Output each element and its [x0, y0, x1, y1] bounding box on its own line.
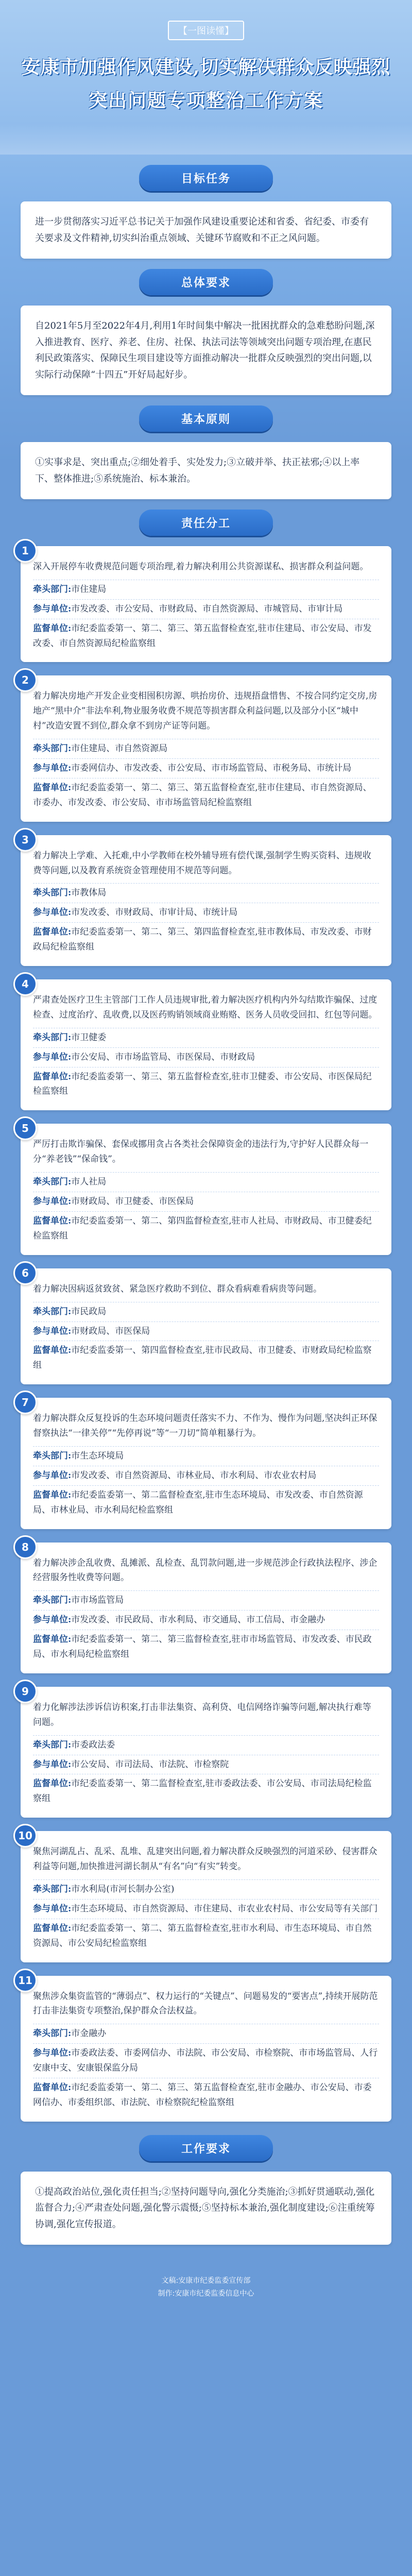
task-number-badge: 10 — [13, 1824, 37, 1848]
task-supervision-label: 监督单位: — [33, 1778, 72, 1789]
task-participants-value: 市发改委、市公安局、市财政局、市自然资源局、市城管局、市审计局 — [71, 603, 343, 614]
task-participants-row — [33, 1755, 379, 1772]
task-supervision-row — [33, 619, 379, 651]
task-lead-label: 牵头部门: — [33, 2028, 72, 2039]
task-description: 着力解决因病返贫致贫、紧急医疗救助不到位、群众看病难看病贵等问题。 — [33, 1283, 322, 1294]
section-goal-title: 目标任务 — [139, 165, 273, 191]
task-supervision-row — [33, 1774, 379, 1806]
task-participants-label: 参与单位: — [33, 1196, 72, 1207]
task-description: 着力化解涉法涉诉信访积案,打击非法集资、高利贷、电信网络诈骗等问题,解决执行难等问题。 — [33, 1702, 371, 1727]
task-card — [21, 1687, 391, 1818]
task-participants-row — [33, 758, 379, 776]
task-number-badge: 7 — [13, 1391, 37, 1414]
task-supervision-value: 市纪委监委第一、第二、第三、第四监督检查室,驻市教体局、市发改委、市财政局纪检监察组 — [33, 927, 372, 953]
task-supervision-value: 市纪委监委第一、第二、第四监督检查室,驻市人社局、市财政局、市卫健委纪检监察组 — [33, 1215, 372, 1241]
task-participants-label: 参与单位: — [33, 603, 72, 614]
header-tag: 【一图读懂】 — [168, 21, 244, 40]
task-supervision-label: 监督单位: — [33, 2082, 72, 2093]
task-description: 着力解决涉企乱收费、乱摊派、乱检查、乱罚款问题,进一步规范涉企行政执法程序、涉企经营服务性收费等问题。 — [33, 1557, 377, 1583]
task-card — [18, 1829, 391, 1962]
task-lead-label: 牵头部门: — [33, 743, 72, 754]
task-supervision-value: 市纪委监委第一、第二、第三监督检查室,驻市市场监管局、市发改委、市民政局、市水利局纪检监察组 — [33, 1634, 372, 1659]
task-lead-value: 市民政局 — [71, 1306, 107, 1317]
task-lead-value: 市金融办 — [71, 2028, 107, 2039]
task-description: 着力解决群众反复投诉的生态环境问题责任落实不力、不作为、慢作为问题,坚决纠正环保督察执法“一律关停”“先停再说”等“一刀切”简单粗暴行为。 — [33, 1413, 377, 1439]
task-supervision-row — [33, 1211, 379, 1244]
task-supervision-row — [33, 922, 379, 955]
task-card — [21, 835, 391, 966]
task-lead-value: 市教体局 — [71, 888, 107, 899]
task-supervision-row — [33, 1341, 379, 1373]
task-supervision-value: 市纪委监委第一、第四监督检查室,驻市民政局、市卫健委、市财政局纪检监察组 — [33, 1345, 372, 1371]
task-participants-row — [33, 1047, 379, 1065]
task-lead-row — [33, 2024, 379, 2041]
task-supervision-row — [33, 1485, 379, 1518]
task-supervision-label: 监督单位: — [33, 1923, 72, 1934]
task-supervision-value: 市纪委监委第一、第二、第三、第五监督检查室,驻市金融办、市公安局、市委网信办、市委组织部、市法院、市检察院纪检监察组 — [33, 2082, 372, 2108]
task-lead-row — [33, 739, 379, 756]
task-supervision-value: 市纪委监委第一、第二、第五监督检查室,驻市水利局、市生态环境局、市自然资源局、市公安局纪检监察组 — [33, 1923, 372, 1948]
task-lead-value: 市人社局 — [71, 1177, 107, 1188]
task-supervision-label: 监督单位: — [33, 1489, 72, 1500]
task-participants-label: 参与单位: — [33, 907, 72, 918]
task-lead-label: 牵头部门: — [33, 1595, 72, 1606]
footer-text-credit: 文稿:安康市纪委监委宣传部 — [161, 2277, 251, 2285]
section-general-heading — [0, 269, 412, 295]
task-participants-label: 参与单位: — [33, 1470, 72, 1481]
task-participants-value: 市财政局、市医保局 — [71, 1326, 150, 1336]
task-description: 聚焦涉众集资监管的“薄弱点”、权力运行的“关键点”、问题易发的“要害点”,持续开展防范打击非法集资专项整治,保护群众合法权益。 — [33, 1991, 378, 2016]
task-participants-value: 市生态环境局、市自然资源局、市住建局、市农业农村局、市公安局等有关部门 — [71, 1903, 378, 1914]
task-lead-row — [33, 1302, 379, 1319]
task-lead-label: 牵头部门: — [33, 584, 72, 595]
task-participants-value: 市公安局、市司法局、市法院、市检察院 — [71, 1759, 229, 1770]
task-lead-value: 市住建局 — [71, 584, 107, 595]
task-supervision-value: 市纪委监委第一、第二、第三、第五监督检查室,驻市住建局、市自然资源局、市委办、市发改委、市公安局、市市场监管局纪检监察组 — [33, 782, 372, 808]
task-participants-row — [33, 1899, 379, 1917]
task-card — [21, 979, 391, 1110]
task-number-badge: 11 — [13, 1969, 37, 1992]
task-supervision-value: 市纪委监委第一、第三、第五监督检查室,驻市卫健委、市公安局、市医保局纪检监察组 — [33, 1071, 372, 1097]
section-requirements-heading — [0, 2135, 412, 2161]
header — [0, 0, 412, 155]
task-lead-row — [33, 580, 379, 597]
task-supervision-label: 监督单位: — [33, 1634, 72, 1645]
task-lead-row — [33, 883, 379, 901]
task-lead-label: 牵头部门: — [33, 1739, 72, 1750]
task-card — [21, 1268, 391, 1384]
task-participants-value: 市委政法委、市委网信办、市法院、市公安局、市检察院、市市场监管局、人行安康中支、安康银保监分局 — [33, 2048, 378, 2074]
task-supervision-row — [33, 1067, 379, 1099]
task-number-badge: 5 — [13, 1116, 37, 1140]
task-number-badge: 4 — [13, 972, 37, 996]
task-supervision-label: 监督单位: — [33, 1215, 72, 1226]
page-title-line2: 突出问题专项整治工作方案 — [88, 90, 323, 111]
task-lead-row — [33, 1172, 379, 1190]
task-supervision-row — [33, 778, 379, 810]
task-lead-value: 市委政法委 — [71, 1739, 115, 1750]
task-supervision-label: 监督单位: — [33, 782, 72, 793]
task-supervision-value: 市纪委监委第一、第二监督检查室,驻市生态环境局、市发改委、市自然资源局、市林业局、市水利局纪检监察组 — [33, 1489, 363, 1515]
task-supervision-row — [33, 1919, 379, 1951]
task-card — [21, 1540, 391, 1673]
task-participants-label: 参与单位: — [33, 2048, 72, 2059]
task-card — [21, 1398, 391, 1529]
task-number-badge: 3 — [13, 828, 37, 852]
task-description: 深入开展停车收费规范问题专项治理,着力解决利用公共资源谋私、损害群众利益问题。 — [33, 562, 369, 572]
task-number-badge: 1 — [13, 539, 37, 563]
task-participants-row — [33, 1321, 379, 1339]
section-requirements-title: 工作要求 — [139, 2135, 273, 2161]
task-description: 聚焦河湖乱占、乱采、乱堆、乱建突出问题,着力解决群众反映强烈的河道采砂、侵害群众利益等问题,加快推进河湖长制从“有名”向“有实”转变。 — [33, 1846, 377, 1872]
task-supervision-label: 监督单位: — [33, 1071, 72, 1082]
task-description: 严肃查处医疗卫生主管部门工作人员违规审批,着力解决医疗机构内外勾结欺诈骗保、过度检查、过度治疗、乱收费,以及医药购销领域商业贿赂、医务人员收受回扣、红包等问题。 — [33, 995, 377, 1020]
task-supervision-row — [33, 2078, 379, 2110]
task-participants-row — [33, 1466, 379, 1483]
task-lead-value: 市住建局、市自然资源局 — [71, 743, 168, 754]
header-decoration — [0, 124, 412, 155]
task-lead-value: 市水利局(市河长制办公室) — [71, 1884, 175, 1894]
task-participants-value: 市财政局、市卫健委、市医保局 — [71, 1196, 194, 1207]
task-participants-row — [33, 1610, 379, 1628]
section-division-heading — [0, 510, 412, 536]
task-participants-value: 市委网信办、市发改委、市公安局、市市场监管局、市税务局、市统计局 — [71, 763, 352, 774]
section-requirements-panel — [21, 2172, 391, 2245]
task-participants-label: 参与单位: — [33, 1052, 72, 1062]
task-card — [21, 546, 391, 662]
task-participants-row — [33, 599, 379, 617]
task-participants-label: 参与单位: — [33, 763, 72, 774]
section-principles-title: 基本原则 — [139, 405, 273, 432]
task-participants-label: 参与单位: — [33, 1903, 72, 1914]
task-card — [21, 1124, 391, 1255]
section-general-title: 总体要求 — [139, 269, 273, 295]
task-lead-row — [33, 1735, 379, 1753]
task-lead-row — [33, 1590, 379, 1608]
task-number-badge: 8 — [13, 1535, 37, 1559]
task-participants-value: 市公安局、市市场监管局、市医保局、市财政局 — [71, 1052, 255, 1062]
section-principles-panel — [21, 442, 391, 499]
task-card — [18, 1974, 391, 2122]
section-requirements-text: ①提高政治站位,强化责任担当;②坚持问题导向,强化分类施治;③抓好贯通联动,强化监督合力;④严肃查处问题,强化警示震慑;⑤坚持标本兼治,强化制度建设;⑥注重统筹协调,强化宣传报道。 — [35, 2186, 375, 2230]
task-lead-label: 牵头部门: — [33, 1032, 72, 1043]
task-participants-label: 参与单位: — [33, 1326, 72, 1336]
task-participants-row — [33, 903, 379, 920]
task-participants-value: 市发改委、市财政局、市审计局、市统计局 — [71, 907, 238, 918]
task-card — [21, 675, 391, 821]
task-participants-label: 参与单位: — [33, 1615, 72, 1625]
task-lead-value: 市卫健委 — [71, 1032, 107, 1043]
task-lead-value: 市生态环境局 — [71, 1450, 124, 1461]
task-lead-row — [33, 1446, 379, 1464]
task-supervision-value: 市纪委监委第一、第二监督检查室,驻市委政法委、市公安局、市司法局纪检监察组 — [33, 1778, 372, 1804]
task-participants-row — [33, 2043, 379, 2076]
section-general-panel — [21, 306, 391, 395]
task-supervision-label: 监督单位: — [33, 1345, 72, 1356]
task-lead-label: 牵头部门: — [33, 1306, 72, 1317]
task-participants-row — [33, 1192, 379, 1209]
task-lead-label: 牵头部门: — [33, 888, 72, 899]
section-general-text: 自2021年5月至2022年4月,利用1年时间集中解决一批困扰群众的急难愁盼问题,深入推进教育、医疗、养老、住房、社保、执法司法等领域突出问题专项治理,在惠民利民政策落实、保障民生项目建设等方面推动解决一批群众反映强烈的突出问题,以实际行动保障“十四五”开好局起好步。 — [35, 320, 375, 380]
task-lead-label: 牵头部门: — [33, 1884, 72, 1894]
task-number-badge: 2 — [13, 668, 37, 692]
section-goal-panel — [21, 201, 391, 259]
section-principles-text: ①实事求是、突出重点;②细处着手、实处发力;③立破并举、扶正祛邪;④以上率下、整体推进;⑤系统施治、标本兼治。 — [35, 457, 360, 484]
task-list — [18, 545, 391, 2122]
task-lead-label: 牵头部门: — [33, 1450, 72, 1461]
section-goal-text: 进一步贯彻落实习近平总书记关于加强作风建设重要论述和省委、省纪委、市委有关要求及文件精神,切实纠治重点领域、关键环节腐败和不正之风问题。 — [35, 216, 369, 244]
task-lead-value: 市市场监管局 — [71, 1595, 124, 1606]
task-description: 着力解决房地产开发企业变相囤积房源、哄抬房价、违规捂盘惜售、不按合同约定交房,房地产“黑中介”非法牟利,物业服务收费不规范等损害群众利益问题,以及部分小区“城中村”改造安置不到位,群众拿不到房产证等问题。 — [33, 691, 377, 732]
task-supervision-row — [33, 1630, 379, 1662]
task-lead-label: 牵头部门: — [33, 1177, 72, 1188]
task-supervision-label: 监督单位: — [33, 623, 72, 634]
task-supervision-label: 监督单位: — [33, 927, 72, 938]
task-number-badge: 6 — [13, 1261, 37, 1285]
task-number-badge: 9 — [13, 1680, 37, 1703]
task-description: 严厉打击欺诈骗保、套保或挪用贪占各类社会保障资金的违法行为,守护好人民群众每一分“养老钱”“保命钱”。 — [33, 1139, 369, 1165]
task-participants-label: 参与单位: — [33, 1759, 72, 1770]
section-goal-heading — [0, 165, 412, 191]
section-principles-heading — [0, 405, 412, 432]
task-lead-row — [33, 1879, 379, 1897]
page-title-line1: 安康市加强作风建设,切实解决群众反映强烈 — [21, 56, 391, 78]
task-participants-value: 市发改委、市自然资源局、市林业局、市水利局、市农业农村局 — [71, 1470, 317, 1481]
footer-make-credit: 制作:安康市纪委监委信息中心 — [158, 2290, 254, 2298]
task-description: 着力解决上学难、入托难,中小学教师在校外辅导班有偿代课,强制学生购买资料、违规收费等问题,以及教育系统资金管理使用不规范等问题。 — [33, 850, 371, 876]
footer — [0, 2265, 412, 2308]
section-division-title: 责任分工 — [139, 510, 273, 536]
task-lead-row — [33, 1028, 379, 1045]
task-supervision-value: 市纪委监委第一、第二、第三、第五监督检查室,驻市住建局、市公安局、市发改委、市自然资源局纪检监察组 — [33, 623, 372, 649]
task-participants-value: 市发改委、市民政局、市水利局、市交通局、市工信局、市金融办 — [71, 1615, 325, 1625]
